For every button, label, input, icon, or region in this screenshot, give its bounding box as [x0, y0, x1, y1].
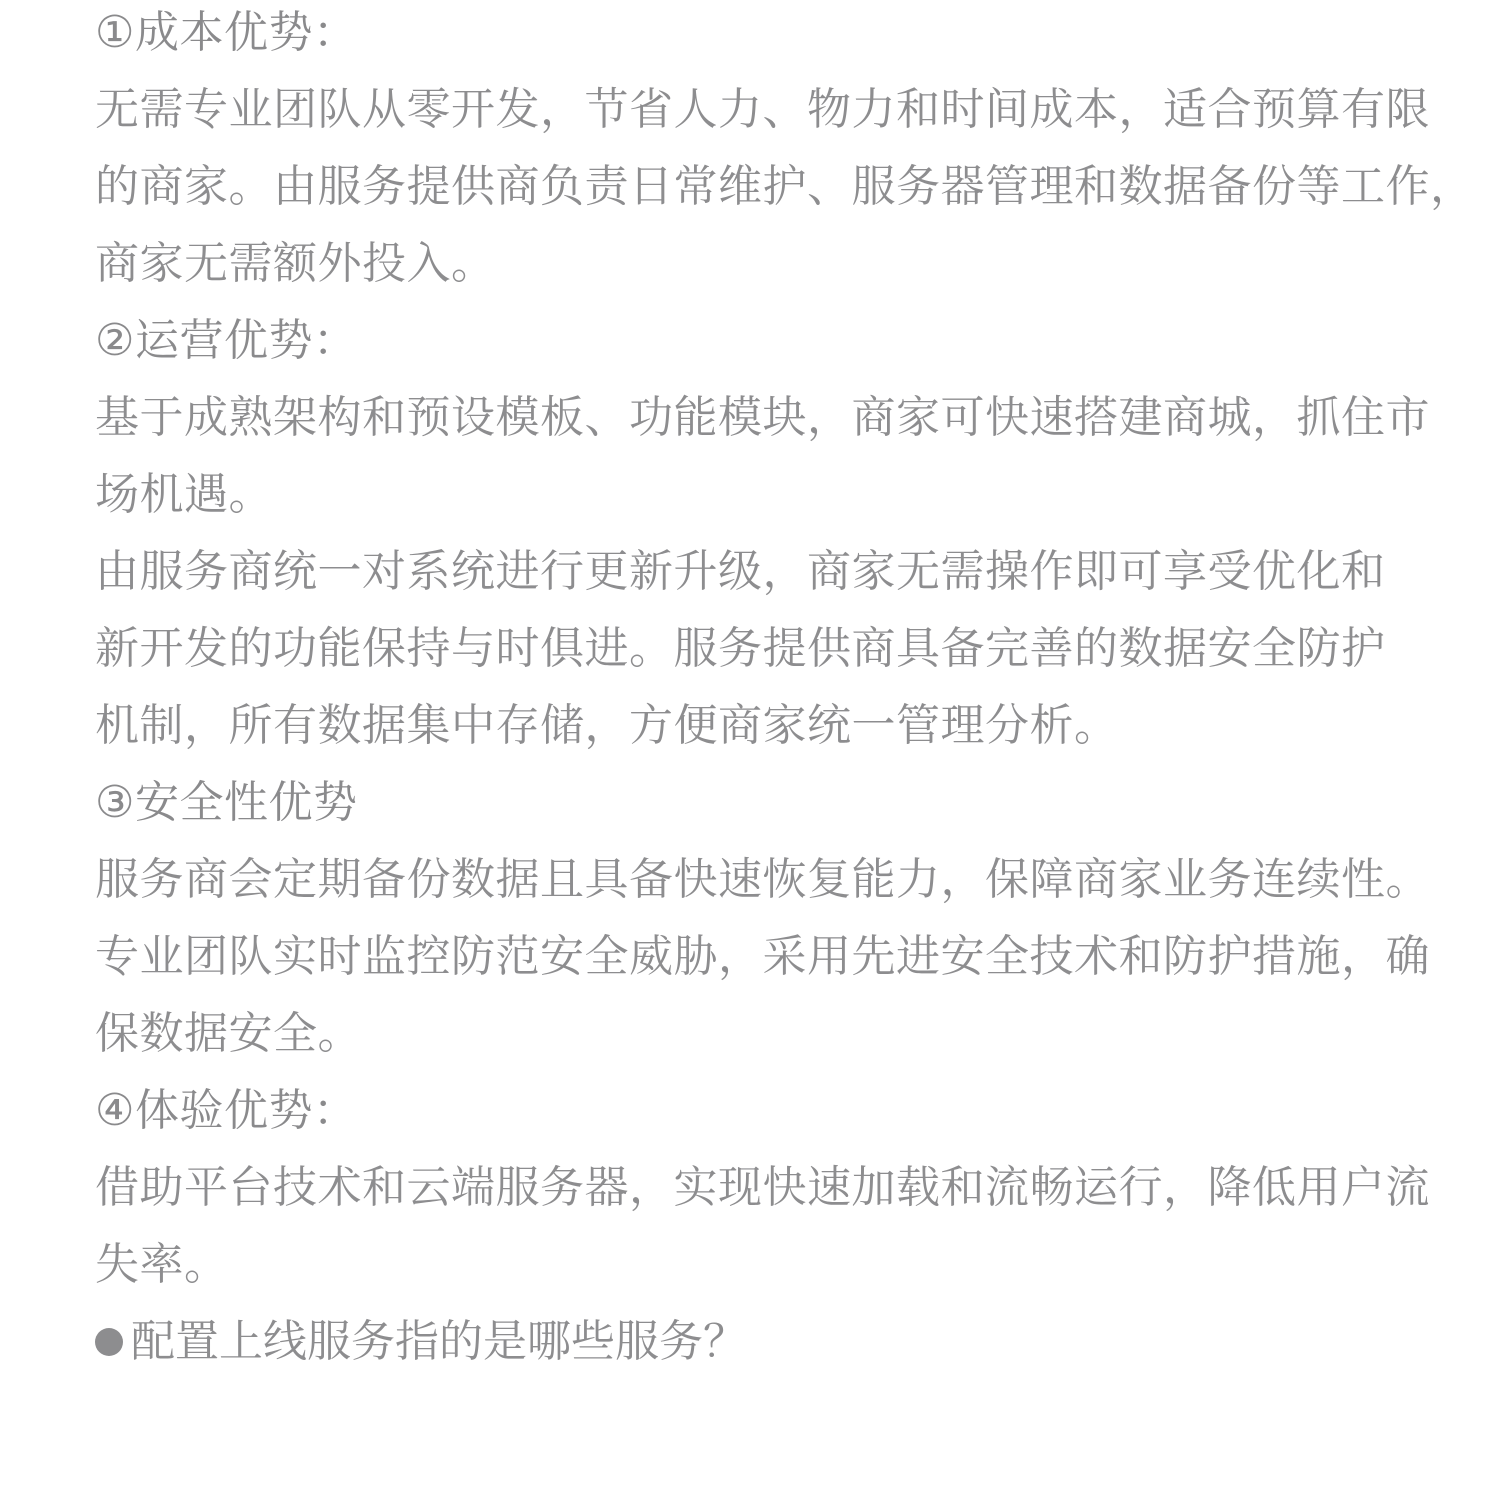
- paragraph-line: 失率。: [95, 1240, 229, 1289]
- paragraph-line: 专业团队实时监控防范安全威胁，采用先进安全技术和防护措施，确: [95, 932, 1430, 981]
- paragraph-line: 由服务商统一对系统进行更新升级，商家无需操作即可享受优化和: [95, 547, 1386, 596]
- paragraph-line: 的商家。由服务提供商负责日常维护、服务器管理和数据备份等工作，: [95, 162, 1475, 211]
- paragraph-line: 保数据安全。: [95, 1009, 362, 1058]
- paragraph-line: 基于成熟架构和预设模板、功能模块，商家可快速搭建商城，抓住市: [95, 393, 1430, 442]
- clipped-bottom-line: [95, 1380, 1405, 1420]
- paragraph-line: 服务商会定期备份数据且具备快速恢复能力，保障商家业务连续性。: [95, 855, 1430, 904]
- paragraph-line: 新开发的功能保持与时俱进。服务提供商具备完善的数据安全防护: [95, 624, 1386, 673]
- heading-cost-advantage: ①成本优势：: [95, 8, 358, 57]
- paragraph-line: 机制，所有数据集中存储，方便商家统一管理分析。: [95, 701, 1119, 750]
- heading-security-advantage: ③安全性优势: [95, 778, 358, 827]
- paragraph-line: 场机遇。: [95, 470, 273, 519]
- bullet-line-service-question: [95, 1303, 1405, 1380]
- paragraph-line: 无需专业团队从零开发，节省人力、物力和时间成本，适合预算有限: [95, 85, 1430, 134]
- paragraph-line: 商家无需额外投入。: [95, 239, 496, 288]
- heading-experience-advantage: ④体验优势：: [95, 1086, 358, 1135]
- bullet-dot-icon: [95, 1328, 123, 1356]
- paragraph-line: 借助平台技术和云端服务器，实现快速加载和流畅运行，降低用户流: [95, 1163, 1430, 1212]
- heading-operation-advantage: ②运营优势：: [95, 316, 358, 365]
- document-body: [95, 0, 1475, 1420]
- bullet-line-service-question-text: 配置上线服务指的是哪些服务？: [131, 1317, 747, 1366]
